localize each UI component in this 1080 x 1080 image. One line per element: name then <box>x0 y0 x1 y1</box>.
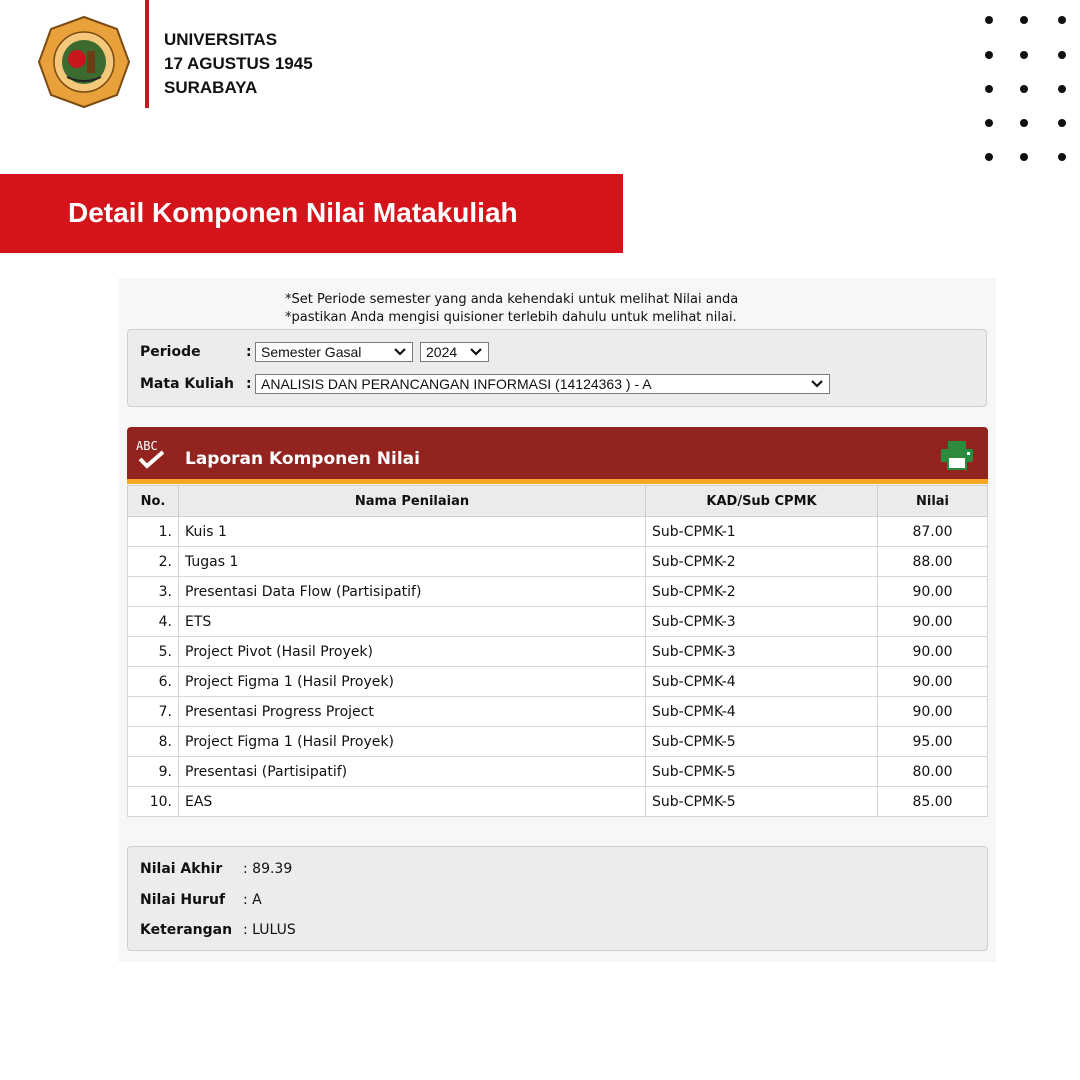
cell-nilai: 90.00 <box>878 667 988 697</box>
matakuliah-label: Mata Kuliah <box>140 376 234 392</box>
cell-nilai: 90.00 <box>878 577 988 607</box>
page-title: Detail Komponen Nilai Matakuliah <box>68 197 518 228</box>
semester-select[interactable] <box>255 342 413 362</box>
university-line-1: UNIVERSITAS <box>164 30 278 49</box>
nilai-akhir-label: Nilai Akhir <box>140 861 223 877</box>
chevron-down-icon <box>394 347 406 357</box>
header-divider <box>145 0 149 108</box>
semester-select-value: Semester Gasal <box>261 344 362 360</box>
cell-nilai: 90.00 <box>878 607 988 637</box>
table-row <box>128 727 988 757</box>
keterangan-label: Keterangan <box>140 922 233 938</box>
note-periode: *Set Periode semester yang anda kehendaki untuk melihat Nilai anda <box>285 292 739 307</box>
nilai-akhir-value: : 89.39 <box>243 861 293 877</box>
cell-no: 5. <box>128 637 179 667</box>
cell-nilai: 80.00 <box>878 757 988 787</box>
cell-nama: Project Figma 1 (Hasil Proyek) <box>179 727 646 757</box>
keterangan-value: : LULUS <box>243 922 296 938</box>
cell-nama: Project Pivot (Hasil Proyek) <box>179 637 646 667</box>
filter-box <box>127 329 987 407</box>
cell-nilai: 90.00 <box>878 697 988 727</box>
cell-nama: Presentasi Progress Project <box>179 697 646 727</box>
nilai-huruf-value: : A <box>243 892 262 908</box>
table-header-row <box>128 486 988 517</box>
table-row <box>128 757 988 787</box>
matakuliah-colon: : <box>246 376 252 392</box>
cell-kad: Sub-CPMK-5 <box>646 727 878 757</box>
cell-kad: Sub-CPMK-4 <box>646 667 878 697</box>
decorative-dots <box>982 13 1072 163</box>
note-quisioner: *pastikan Anda mengisi quisioner terlebih dahulu untuk melihat nilai. <box>285 310 737 325</box>
cell-no: 7. <box>128 697 179 727</box>
report-header-stripe <box>127 479 988 484</box>
periode-colon: : <box>246 344 252 360</box>
cell-nilai: 85.00 <box>878 787 988 817</box>
table-row <box>128 637 988 667</box>
cell-kad: Sub-CPMK-4 <box>646 697 878 727</box>
university-name <box>164 28 313 100</box>
table-row <box>128 517 988 547</box>
cell-nama: Project Figma 1 (Hasil Proyek) <box>179 667 646 697</box>
cell-nilai: 90.00 <box>878 637 988 667</box>
column-header-kad: KAD/Sub CPMK <box>646 486 878 517</box>
cell-nama: Presentasi Data Flow (Partisipatif) <box>179 577 646 607</box>
table-row <box>128 547 988 577</box>
cell-kad: Sub-CPMK-3 <box>646 637 878 667</box>
table-row <box>128 667 988 697</box>
cell-no: 4. <box>128 607 179 637</box>
chevron-down-icon <box>470 347 482 357</box>
cell-no: 8. <box>128 727 179 757</box>
column-header-nama: Nama Penilaian <box>179 486 646 517</box>
cell-nama: ETS <box>179 607 646 637</box>
nilai-huruf-label: Nilai Huruf <box>140 892 226 908</box>
instruction-notes <box>285 291 738 327</box>
column-header-nilai: Nilai <box>878 486 988 517</box>
matakuliah-select-value: ANALISIS DAN PERANCANGAN INFORMASI (14124363 ) - A <box>261 376 652 392</box>
cell-kad: Sub-CPMK-5 <box>646 757 878 787</box>
cell-nama: Tugas 1 <box>179 547 646 577</box>
cell-kad: Sub-CPMK-1 <box>646 517 878 547</box>
cell-kad: Sub-CPMK-5 <box>646 787 878 817</box>
cell-kad: Sub-CPMK-2 <box>646 577 878 607</box>
university-line-3: SURABAYA <box>164 78 258 97</box>
cell-nama: EAS <box>179 787 646 817</box>
university-seal-icon <box>37 15 131 109</box>
cell-no: 10. <box>128 787 179 817</box>
cell-kad: Sub-CPMK-3 <box>646 607 878 637</box>
cell-kad: Sub-CPMK-2 <box>646 547 878 577</box>
matakuliah-select[interactable] <box>255 374 830 394</box>
cell-nilai: 95.00 <box>878 727 988 757</box>
komponen-nilai-table <box>127 485 988 817</box>
table-row <box>128 577 988 607</box>
year-select-value: 2024 <box>426 344 458 360</box>
cell-nama: Presentasi (Partisipatif) <box>179 757 646 787</box>
column-header-no: No. <box>128 486 179 517</box>
printer-icon[interactable] <box>939 440 975 470</box>
cell-no: 1. <box>128 517 179 547</box>
cell-nilai: 87.00 <box>878 517 988 547</box>
periode-label: Periode <box>140 344 201 360</box>
cell-nilai: 88.00 <box>878 547 988 577</box>
cell-nama: Kuis 1 <box>179 517 646 547</box>
cell-no: 6. <box>128 667 179 697</box>
university-line-2: 17 AGUSTUS 1945 <box>164 54 313 73</box>
report-title: Laporan Komponen Nilai <box>185 449 420 469</box>
table-row <box>128 607 988 637</box>
cell-no: 2. <box>128 547 179 577</box>
chevron-down-icon <box>811 379 823 389</box>
table-row <box>128 697 988 727</box>
abc-check-icon <box>136 437 170 471</box>
table-row <box>128 787 988 817</box>
cell-no: 3. <box>128 577 179 607</box>
year-select[interactable] <box>420 342 489 362</box>
cell-no: 9. <box>128 757 179 787</box>
svg-text:ABC: ABC <box>136 439 158 453</box>
